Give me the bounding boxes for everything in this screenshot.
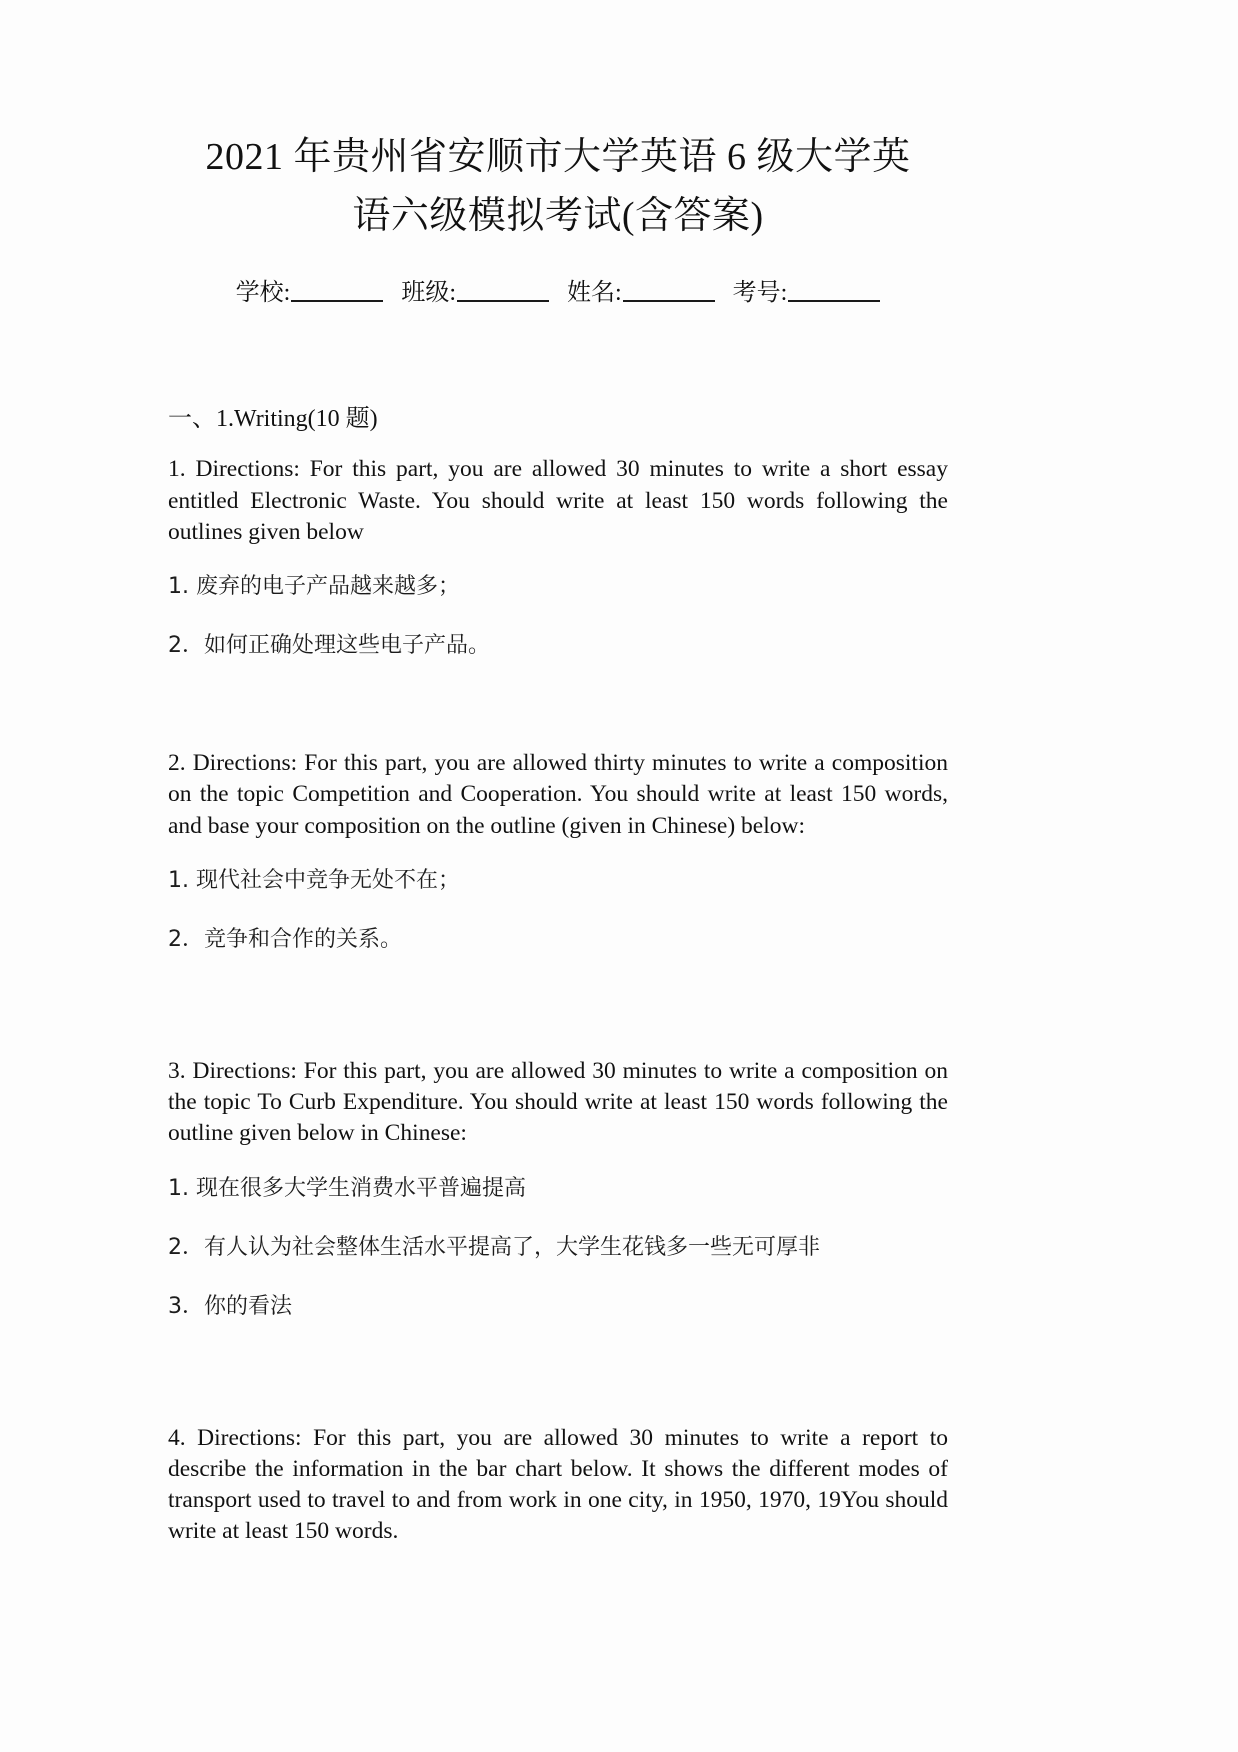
question-1-outline <box>168 570 948 662</box>
outline-item: 1. 现代社会中竞争无处不在； <box>168 867 460 893</box>
spacer <box>168 982 948 1038</box>
question-block-1 <box>168 454 948 662</box>
form-field-name <box>567 272 715 307</box>
question-4-directions: 4. Directions: For this part, you are allowed 30 minutes to write a report to describe the information in the bar chart below. It shows the different modes of transport used to travel to and from work in one city, in 1950, 1970, 19You should write at least 150 words. <box>168 1424 948 1545</box>
form-label-exam-number: 考号: <box>732 279 788 306</box>
outline-item: 2．竞争和合作的关系。 <box>168 926 402 952</box>
form-blank-school[interactable] <box>291 280 383 302</box>
spacer <box>168 688 948 730</box>
form-blank-class[interactable] <box>457 280 549 302</box>
outline-item: 3．你的看法 <box>168 1293 292 1319</box>
question-3-directions: 3. Directions: For this part, you are allowed 30 minutes to write a composition on the topic To Curb Expenditure. You should write at least 150 words following the outline given below in Chinese: <box>168 1057 948 1147</box>
page-title <box>168 0 948 246</box>
form-label-name: 姓名: <box>567 279 622 306</box>
question-block-2 <box>168 748 948 956</box>
page-title-line-1: 2021 年贵州省安顺市大学英语 6 级大学英 <box>205 136 911 178</box>
outline-item: 1. 废弃的电子产品越来越多； <box>168 574 460 600</box>
outline-item: 1. 现在很多大学生消费水平普遍提高 <box>168 1175 526 1201</box>
spacer <box>168 1349 948 1405</box>
question-1-directions: 1. Directions: For this part, you are allowed 30 minutes to write a short essay entitled Electronic Waste. You should write at least 150 words following the outlines given below <box>168 456 948 545</box>
form-label-school: 学校: <box>235 279 291 306</box>
question-2-directions: 2. Directions: For this part, you are allowed thirty minutes to write a composition on the topic Competition and Cooperation. You should write at least 150 words, and base your composition on the outline (given in Chinese) below: <box>168 750 948 839</box>
outline-item: 2．有人认为社会整体生活水平提高了，大学生花钱多一些无可厚非 <box>168 1234 820 1260</box>
question-3-outline <box>168 1172 948 1323</box>
question-block-3 <box>168 1056 948 1323</box>
form-blank-name[interactable] <box>623 280 715 302</box>
student-info-row <box>168 272 948 307</box>
outline-item: 2．如何正确处理这些电子产品。 <box>168 633 490 659</box>
page-title-line-2: 语六级模拟考试(含答案) <box>352 194 764 237</box>
form-field-exam-number <box>733 272 881 307</box>
form-blank-exam-number[interactable] <box>788 280 880 302</box>
question-block-4 <box>168 1423 948 1548</box>
page-content <box>168 0 948 1548</box>
section-heading-writing: 一、1.Writing(10 题) <box>168 405 378 432</box>
form-field-class <box>401 272 549 307</box>
form-field-school <box>236 272 384 307</box>
question-2-outline <box>168 864 948 956</box>
form-label-class: 班级: <box>401 279 456 306</box>
